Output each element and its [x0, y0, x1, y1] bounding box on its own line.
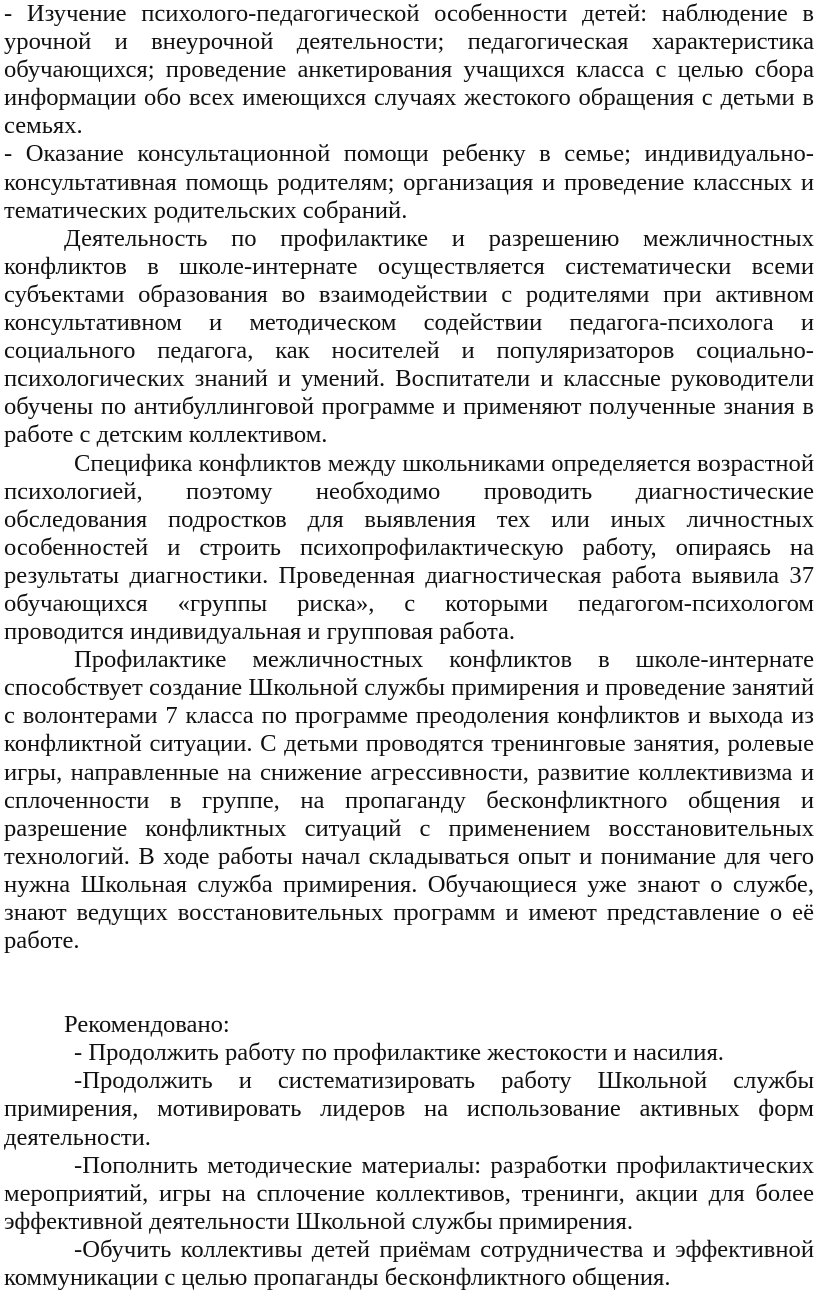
paragraph-conflict-prevention: Деятельность по профилактике и разрешению межличностных конфликтов в школе-интернате осуществляется систематически всеми субъектами образования во взаимодействии с родителями при активном консультативном и методическом содействии педагога-психолога и социального педагога, как носителей и популяризаторов социально-психологических знаний и умений. Воспитатели и классные руководители обучены по антибуллинговой программе и применяют полученные знания в работе с детским коллективом. [4, 224, 814, 449]
recommendation-item: - Продолжить работу по профилактике жестокости и насилия. [74, 1039, 724, 1067]
recommendation-item: -Обучить коллективы детей приёмам сотрудничества и эффективной коммуникации с целью пропаганды бесконфликтного общения. [4, 1235, 814, 1292]
recommendations-title: Рекомендовано: [64, 1011, 230, 1039]
paragraph-reconciliation-service: Профилактике межличностных конфликтов в школе-интернате способствует создание Школьной службы примирения и проведение занятий с волонтерами 7 класса по программе преодоления конфликтов и выхода из конфликтной ситуации. С детьми проводятся тренинговые занятия, ролевые игры, направленные на снижение агрессивности, развитие коллективизма и сплоченности в группе, на пропаганду бесконфликтного общения и разрешение конфликтных ситуаций с применением восстановительных технологий. В ходе работы начал складываться опыт и понимание для чего нужна Школьная служба примирения. Обучающиеся уже знают о службе, знают ведущих восстановительных программ и имеют представление о её работе. [4, 646, 814, 955]
paragraph-study: - Изучение психолого-педагогической особенности детей: наблюдение в урочной и внеурочной деятельности; педагогическая характеристика обучающихся; проведение анкетирования учащихся класса с целью сбора информации обо всех имеющихся случаях жестокого обращения с детьми в семьях. [4, 0, 814, 140]
paragraph-consulting: - Оказание консультационной помощи ребенку в семье; индивидуально-консультативная помощь родителям; организация и проведение классных и тематических родительских собраний. [4, 140, 814, 224]
section-gap [4, 955, 814, 1011]
paragraph-conflict-specifics: Специфика конфликтов между школьниками определяется возрастной психологией, поэтому необходимо проводить диагностические обследования подростков для выявления тех или иных личностных особенностей и строить психопрофилактическую работу, опираясь на результаты диагностики. Проведенная диагностическая работа выявила 37 обучающихся «группы риска», с которыми педагогом-психологом проводится индивидуальная и групповая работа. [4, 449, 814, 646]
recommendation-item: -Продолжить и систематизировать работу Школьной службы примирения, мотивировать лидеров на использование активных форм деятельности. [4, 1067, 814, 1151]
recommendation-item: -Пополнить методические материалы: разработки профилактических мероприятий, игры на сплочение коллективов, тренинги, акции для более эффективной деятельности Школьной службы примирения. [4, 1151, 814, 1235]
document-page [4, 0, 814, 1292]
